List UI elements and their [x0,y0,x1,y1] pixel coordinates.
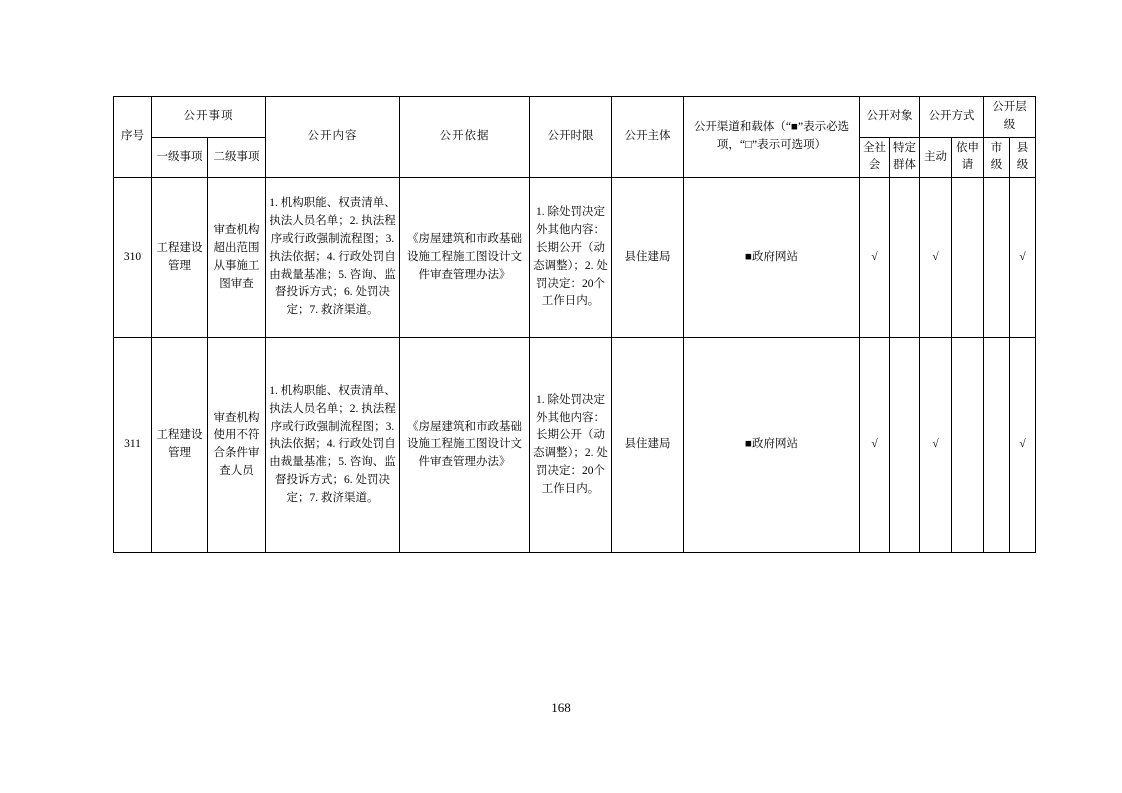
header-level-county: 县级 [1010,137,1036,178]
header-subject: 公开主体 [612,97,684,178]
cell-matter-l2: 审查机构使用不符合条件审查人员 [208,338,266,553]
cell-matter-l2: 审查机构超出范围从事施工图审查 [208,178,266,338]
cell-content: 1. 机构职能、权责清单、执法人员名单；2. 执法程序或行政强制流程图；3. 执法依据；4. 行政处罚自由裁量基准；5. 咨询、监督投诉方式；6. 处罚决定；7. 救济渠道。 [266,338,400,553]
cell-basis: 《房屋建筑和市政基础设施工程施工图设计文件审查管理办法》 [400,338,530,553]
cell-object-public: √ [860,178,890,338]
cell-channel: ■政府网站 [684,338,860,553]
header-matter-group: 公开事项 [152,97,266,138]
header-way-group: 公开方式 [920,97,984,138]
header-matter-l2: 二级事项 [208,137,266,178]
cell-seq: 311 [114,338,152,553]
cell-level-city [984,338,1010,553]
table-header-row-1 [114,97,1036,138]
page-number: 168 [551,700,571,715]
cell-object-specific [890,338,920,553]
header-channel: 公开渠道和载体（“■”表示必选项，“□”表示可选项） [684,97,860,178]
header-way-active: 主动 [920,137,952,178]
header-way-request: 依申请 [952,137,984,178]
cell-content: 1. 机构职能、权责清单、执法人员名单；2. 执法程序或行政强制流程图；3. 执法依据；4. 行政处罚自由裁量基准；5. 咨询、监督投诉方式；6. 处罚决定；7. 救济渠道。 [266,178,400,338]
cell-level-county: √ [1010,178,1036,338]
cell-matter-l1: 工程建设管理 [152,178,208,338]
cell-matter-l1: 工程建设管理 [152,338,208,553]
cell-level-county: √ [1010,338,1036,553]
cell-seq: 310 [114,178,152,338]
cell-subject: 县住建局 [612,338,684,553]
cell-subject: 县住建局 [612,178,684,338]
cell-way-request [952,178,984,338]
cell-channel: ■政府网站 [684,178,860,338]
cell-object-public: √ [860,338,890,553]
table-row [114,338,1036,553]
header-time-limit: 公开时限 [530,97,612,178]
cell-time-limit: 1. 除处罚决定外其他内容：长期公开（动态调整）；2. 处罚决定：20个工作日内。 [530,178,612,338]
header-object-public: 全社会 [860,137,890,178]
cell-level-city [984,178,1010,338]
header-content: 公开内容 [266,97,400,178]
header-object-group: 公开对象 [860,97,920,138]
cell-way-request [952,338,984,553]
header-object-specific: 特定群体 [890,137,920,178]
table-row [114,178,1036,338]
disclosure-table [113,96,1036,553]
header-level-city: 市级 [984,137,1010,178]
header-basis: 公开依据 [400,97,530,178]
cell-time-limit: 1. 除处罚决定外其他内容：长期公开（动态调整）；2. 处罚决定：20个工作日内。 [530,338,612,553]
cell-way-active: √ [920,178,952,338]
header-seq: 序号 [114,97,152,178]
header-matter-l1: 一级事项 [152,137,208,178]
cell-object-specific [890,178,920,338]
cell-basis: 《房屋建筑和市政基础设施工程施工图设计文件审查管理办法》 [400,178,530,338]
cell-way-active: √ [920,338,952,553]
header-level-group: 公开层级 [984,97,1036,138]
